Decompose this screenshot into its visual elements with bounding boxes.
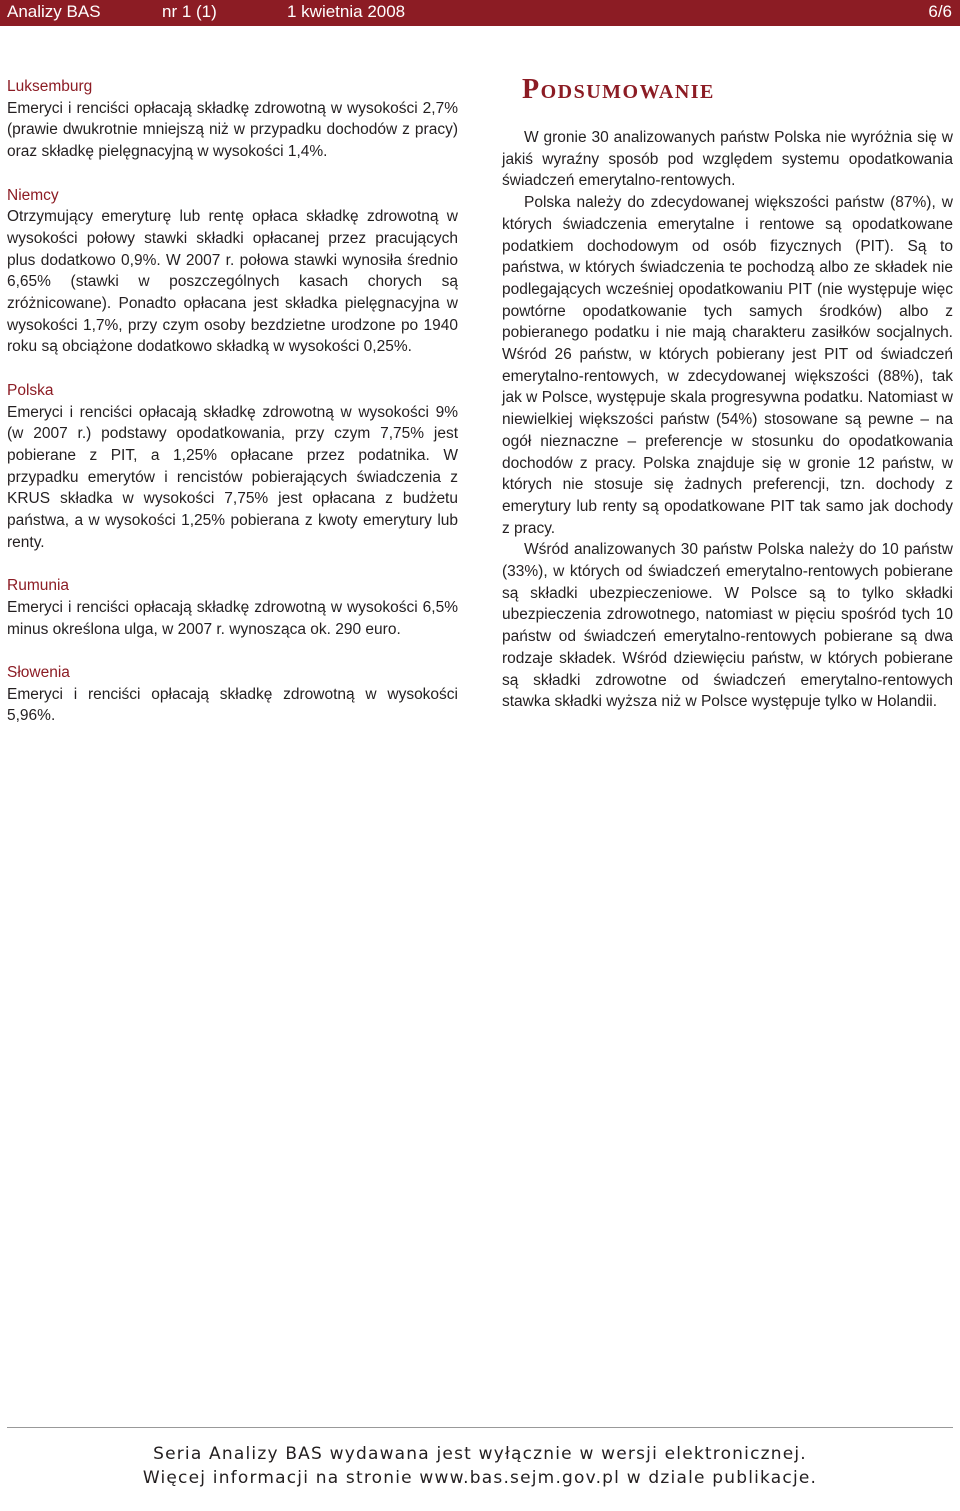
right-column: [502, 76, 953, 713]
issue-date: 1 kwietnia 2008: [287, 2, 406, 21]
summary-paragraph: Wśród analizowanych 30 państw Polska należy do 10 państw (33%), w których od świadczeń emerytalno-rentowych pobierane są składki ubezpieczeniowe. W Polsce są to tylko składki ubezpieczenia zdrowotnego, natomiast w pięciu spośród tych 10 państw od świadczeń emerytalno-rentowych pobierane są dwa rodzaje składek. Wśród dziewięciu państw, w których pobierane są składki zdrowotne od świadczeń emerytalno-rentowych stawka składki wyższa niż w Polsce występuje tylko w Holandii.: [502, 541, 953, 711]
footer-line: Więcej informacji na stronie www.bas.sejm.gov.pl w dziale publikacje.: [142, 1468, 818, 1488]
country-section-rumunia: [7, 575, 458, 640]
issue-number: nr 1 (1): [162, 2, 217, 21]
summary-heading: Podsumowanie: [522, 74, 715, 105]
country-text: Emeryci i renciści opłacają składkę zdrowotną w wysokości 5,96%.: [7, 685, 458, 725]
footer-divider: [7, 1427, 953, 1428]
country-title: Rumunia: [7, 577, 70, 595]
header-bar: [0, 0, 960, 26]
left-column: [7, 76, 458, 749]
footer-line: Seria Analizy BAS wydawana jest wyłącznie w wersji elektronicznej.: [153, 1444, 807, 1464]
country-title: Luksemburg: [7, 78, 93, 95]
summary-paragraph: Polska należy do zdecydowanej większości państw (87%), w których świadczenia emerytalne i rentowe są opodatkowane podatkiem dochodowym od osób fizycznych (PIT). Są to państwa, w których świadczenia te pochodzą albo ze składek nie podlegających wcześniej opodatkowaniu PIT (nie występuje więc powtórne opodatkowanie tych samych środków) albo z pobieranego podatku i nie mają charakteru zasiłków socjalnych. Wśród 26 państw, w których pobierany jest PIT od świadczeń emerytalno-rentowych, w zdecydowanej większości (88%), tak jak w Polsce, występuje skala progresywna podatku. Natomiast w niewielkiej większości państw (54%) stosowane są pewne – na ogół nieznaczne – preferencje w stosunku do opodatkowania dochodów z pracy. Polska znajduje się w gronie 12 państw, w których nie stosuje się żadnych preferencji, tzn. dochody z emerytury lub renty są opodatkowane PIT tak samo jak dochody z pracy.: [502, 194, 953, 537]
country-text: Emeryci i renciści opłacają składkę zdrowotną w wysokości 2,7% (prawie dwukrotnie mniejszą niż w przypadku dochodów z pracy) oraz składkę pielęgnacyjną w wysokości 1,4%.: [7, 99, 458, 161]
country-section-niemcy: [7, 185, 458, 359]
country-text: Emeryci i renciści opłacają składkę zdrowotną w wysokości 6,5% minus określona ulga, w 2007 r. wynosząca ok. 290 euro.: [7, 598, 458, 638]
country-section-polska: [7, 380, 458, 554]
country-text: Emeryci i renciści opłacają składkę zdrowotną w wysokości 9% (w 2007 r.) podstawy opodatkowania, przy czym 7,75% jest pobierane z PIT, a 1,25% opłacane przez podatnika. W przypadku emerytów i rencistów pobierających świadczenia z KRUS składka w wysokości 7,75% jest opłacana z budżetu państwa, a w wysokości 1,25% pobierana z kwoty emerytury lub renty.: [7, 403, 458, 551]
country-section-luksemburg: [7, 76, 458, 163]
summary-body: [502, 127, 953, 713]
country-title: Niemcy: [7, 186, 59, 204]
country-title: Słowenia: [7, 663, 70, 681]
publication-name: Analizy BAS: [7, 2, 101, 21]
country-title: Polska: [7, 381, 54, 399]
country-section-slowenia: [7, 662, 458, 727]
summary-paragraph: W gronie 30 analizowanych państw Polska nie wyróżnia się w jakiś wyraźny sposób pod względem systemu opodatkowania świadczeń emerytalno-rentowych.: [502, 129, 953, 190]
footer: [0, 1442, 960, 1490]
country-text: Otrzymujący emeryturę lub rentę opłaca składkę zdrowotną w wysokości połowy stawki składki opłacanej przez pracujących plus dodatkowo 0,9%. W 2007 r. połowa stawki wynosiła średnio 6,65% (stawki w poszczególnych kasach chorych są zróżnicowane). Ponadto opłacana jest składka pielęgnacyjna w wysokości 1,7%, przy czym osoby bezdzietne urodzone po 1940 roku są obciążone dodatkowo składką w wysokości 0,25%.: [7, 208, 458, 356]
page-number: 6/6: [928, 2, 952, 21]
